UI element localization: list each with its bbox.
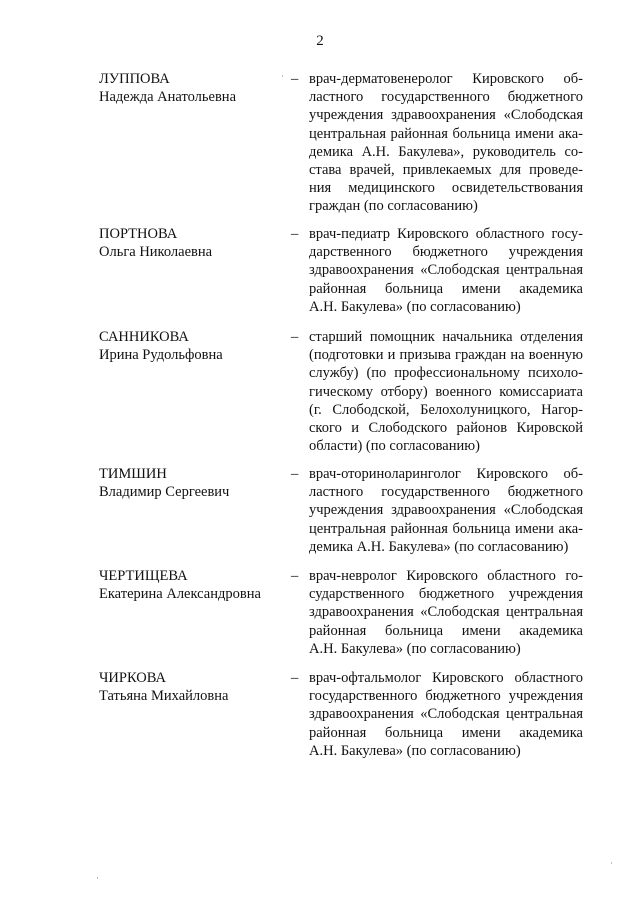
member-description [309,465,583,556]
description-line: районная больница имени академика [309,724,583,741]
description-line: здравоохранения «Слободская центральная [309,262,583,279]
description-line: врач-офтальмолог Кировского областного [309,670,583,686]
description-line: гическому отбору) военного комиссариата [309,383,583,400]
description-line: (подготовки и призыва граждан на военную [309,347,583,364]
member-dash: – [291,329,299,345]
member-dash: – [291,568,299,584]
description-line: демика А.Н. Бакулева» (по согласованию) [309,538,569,555]
member-name [99,328,289,364]
description-line: государственного бюджетного учреждения [309,688,583,705]
member-dash: – [291,226,299,242]
description-line: ния медицинского освидетельствования [309,180,583,197]
member-name [99,225,289,261]
description-line: граждан (по согласованию) [309,198,478,215]
member-dash: – [291,466,299,482]
description-line: ластного государственного бюджетного [309,484,583,501]
description-line: (г. Слободской, Белохолуницкого, Нагор- [309,401,583,418]
member-surname: ЛУППОВА [99,71,170,87]
member-surname: ПОРТНОВА [99,226,178,242]
member-given-names: Надежда Анатольевна [99,89,236,105]
member-name [99,70,289,106]
member-given-names: Ольга Николаевна [99,244,213,260]
member-dash: – [291,670,299,686]
scan-speck [611,862,612,864]
description-line: старший помощник начальника отделения [309,329,583,345]
member-description [309,225,583,316]
description-line: ского и Слободского районов Кировской [309,420,583,437]
member-given-names: Екатерина Александровна [99,586,261,602]
description-line: центральная районная больница имени ака- [309,125,583,142]
description-line: области) (по согласованию) [309,438,480,455]
member-surname: САННИКОВА [99,329,189,345]
description-line: дарственного бюджетного учреждения [309,244,583,261]
description-line: ластного государственного бюджетного [309,89,583,106]
description-line: районная больница имени академика [309,622,583,639]
member-given-names: Владимир Сергеевич [99,484,230,500]
page-number: 2 [316,33,324,49]
scan-speck [282,75,283,77]
description-line: службу) (по профессиональному психоло- [309,365,583,382]
member-given-names: Ирина Рудольфовна [99,347,223,363]
description-line: А.Н. Бакулева» (по согласованию) [309,298,521,315]
description-line: врач-дерматовенеролог Кировского об- [309,71,583,87]
member-surname: ТИМШИН [99,466,167,482]
member-description [309,70,583,216]
member-surname: ЧЕРТИЩЕВА [99,568,188,584]
description-line: здравоохранения «Слободская центральная [309,706,583,723]
description-line: сударственного бюджетного учреждения [309,586,583,603]
member-name [99,567,289,603]
description-line: А.Н. Бакулева» (по согласованию) [309,640,521,657]
member-surname: ЧИРКОВА [99,670,166,686]
member-name [99,669,289,705]
description-line: А.Н. Бакулева» (по согласованию) [309,742,521,759]
member-given-names: Татьяна Михайловна [99,688,229,704]
scan-speck [97,877,98,879]
description-line: врач-педиатр Кировского областного госу- [309,226,583,242]
member-name [99,465,289,501]
description-line: центральная районная больница имени ака- [309,520,583,537]
member-description [309,567,583,658]
description-line: врач-оториноларинголог Кировского об- [309,466,583,482]
description-line: демика А.Н. Бакулева», руководитель со- [309,143,583,160]
description-line: врач-невролог Кировского областного го- [309,568,583,584]
member-description [309,328,583,455]
description-line: учреждения здравоохранения «Слободская [309,107,583,124]
description-line: здравоохранения «Слободская центральная [309,604,583,621]
description-line: става врачей, привлекаемых для проведе- [309,162,583,179]
member-description [309,669,583,760]
description-line: районная больница имени академика [309,280,583,297]
description-line: учреждения здравоохранения «Слободская [309,502,583,519]
member-dash: – [291,71,299,87]
